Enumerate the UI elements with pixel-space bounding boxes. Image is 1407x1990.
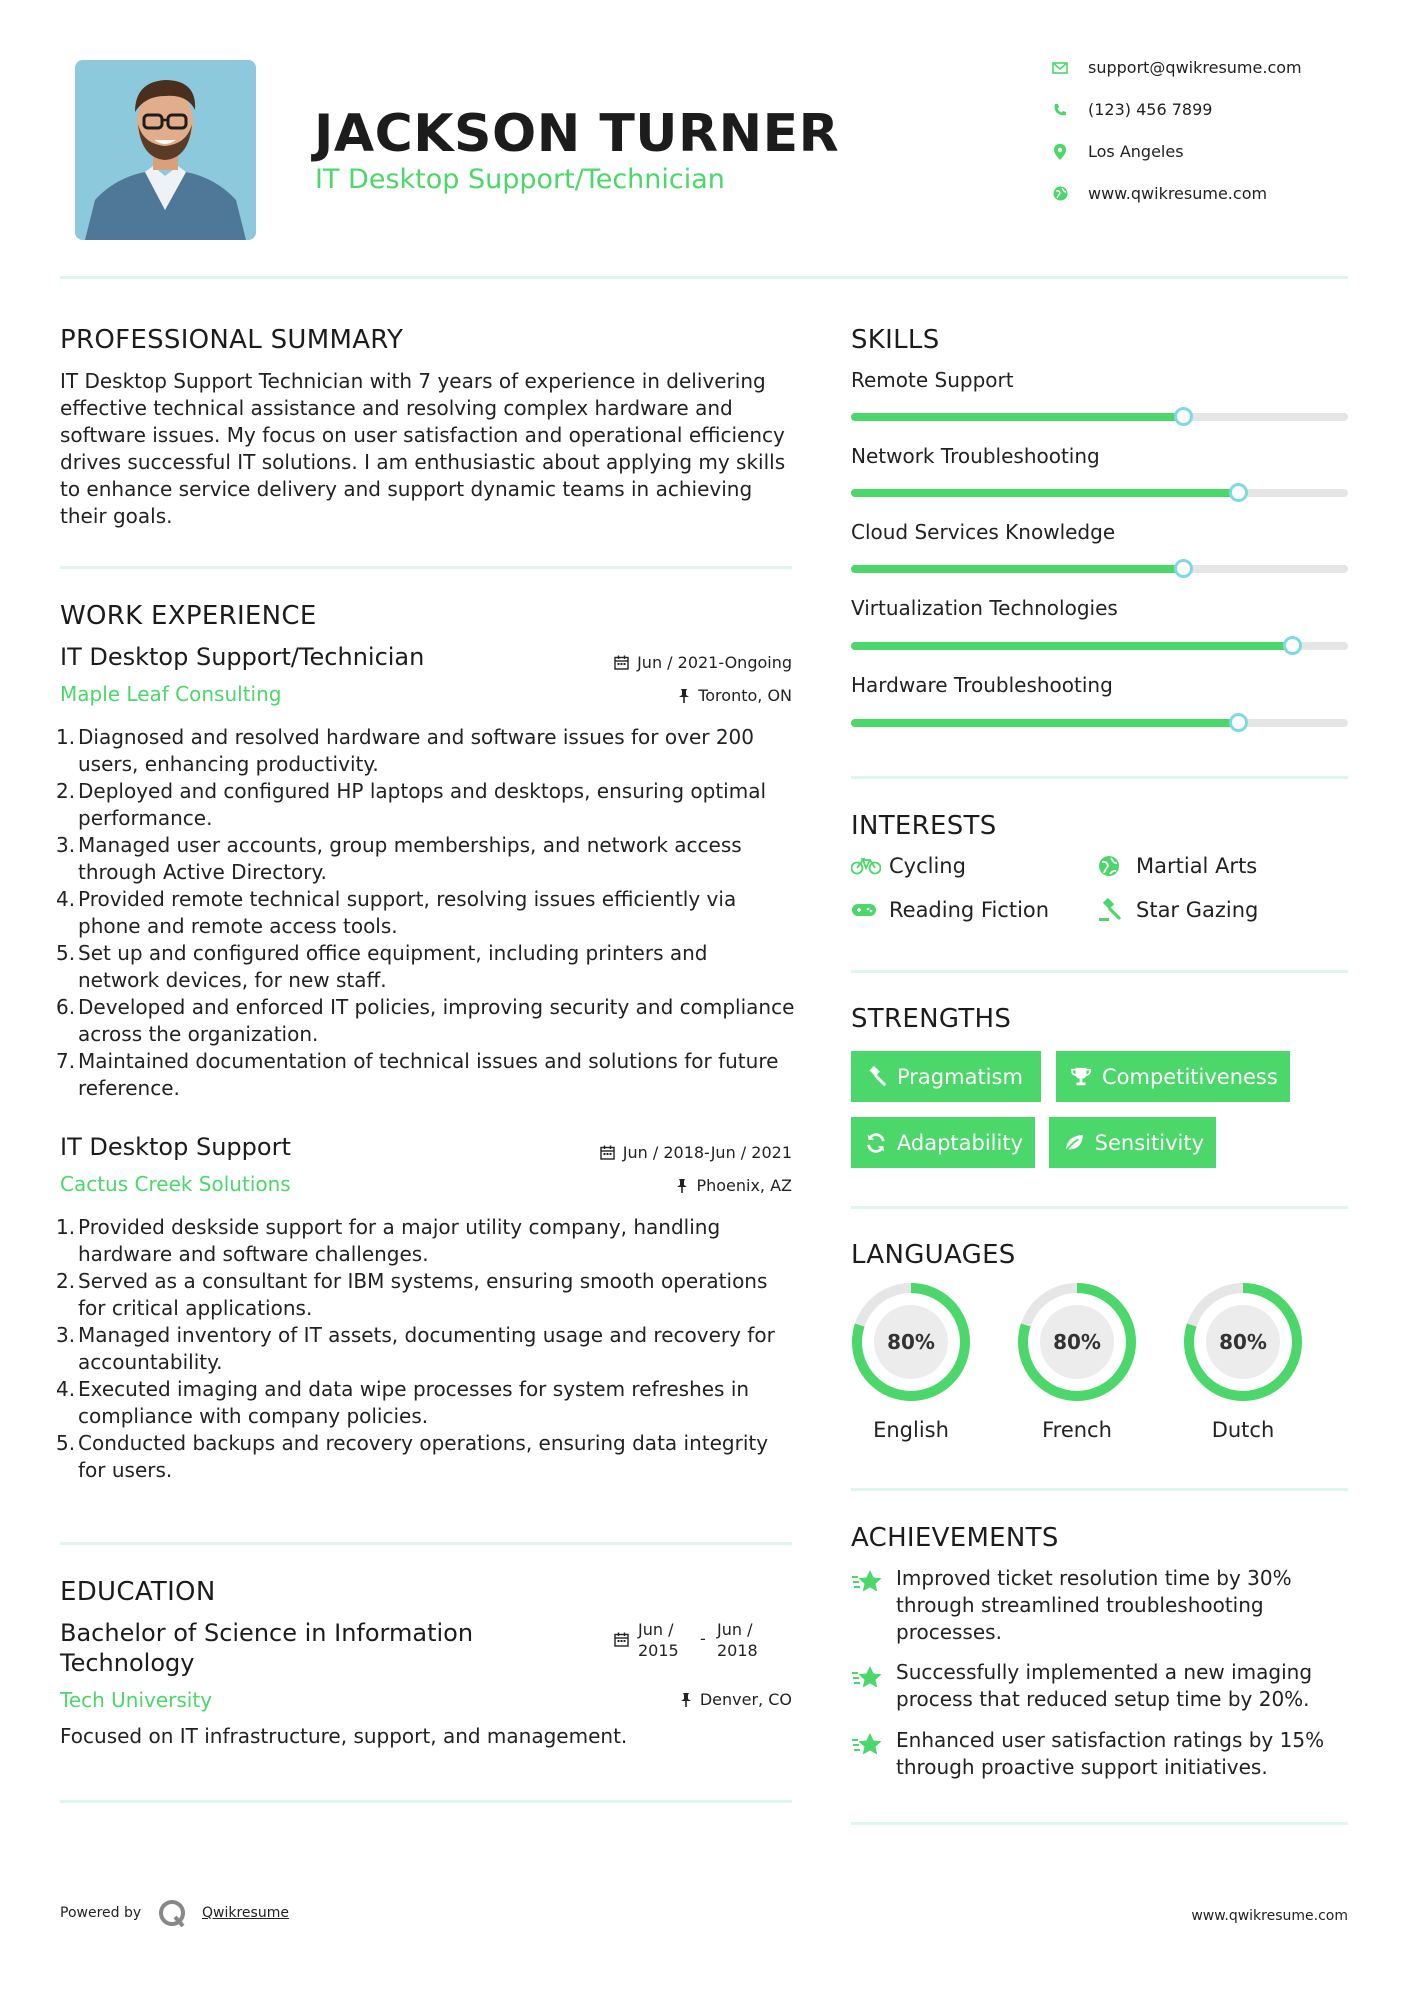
skill-label: Network Troubleshooting <box>851 444 1100 468</box>
profile-photo <box>75 60 256 240</box>
summary-text: IT Desktop Support Technician with 7 years of experience in delivering effective technical assistance and resolving complex hardware and software issues. My focus on user satisfaction and operational efficiency drives successful IT solutions. I am enthusiastic about applying my skills to enhance service delivery and support dynamic teams in achieving their goals. <box>60 369 786 528</box>
skill-bar <box>851 489 1348 497</box>
edu-location <box>592 1690 792 1709</box>
contact-email[interactable] <box>1052 58 1372 77</box>
pushpin-icon <box>678 688 690 703</box>
calendar-icon <box>614 655 629 670</box>
interests-title: INTERESTS <box>851 811 997 841</box>
degree-line-1: Bachelor of Science in Information <box>60 1619 474 1647</box>
job-2-title: IT Desktop Support <box>60 1133 291 1161</box>
edu-end-year: 2018 <box>717 1641 758 1660</box>
achievements-title: ACHIEVEMENTS <box>851 1523 1059 1553</box>
skill-bar <box>851 413 1348 421</box>
achievement-item: Improved ticket resolution time by 30% through streamlined troubleshooting processes. <box>896 1566 1292 1644</box>
education-divider <box>60 1800 792 1803</box>
job-1-title: IT Desktop Support/Technician <box>60 643 425 671</box>
list-item: 4. Executed imaging and data wipe processes for system refreshes in compliance with company policies. <box>56 1377 750 1428</box>
strength-tag <box>851 1117 1035 1168</box>
bicycle-icon <box>851 857 883 875</box>
contact-website-text: www.qwikresume.com <box>1088 184 1268 203</box>
skill-bar-fill <box>851 565 1184 573</box>
edu-start-month: Jun / <box>638 1620 674 1639</box>
list-item: 7. Maintained documentation of technical issues and solutions for future reference. <box>56 1049 779 1100</box>
list-item: 1. Provided deskside support for a major utility company, handling hardware and software challenges. <box>56 1215 721 1266</box>
language-ring <box>1182 1281 1304 1403</box>
header-divider <box>60 276 1348 279</box>
achievement-item: Enhanced user satisfaction ratings by 15% through proactive support initiatives. <box>896 1728 1325 1779</box>
job-2-company: Cactus Creek Solutions <box>60 1172 291 1196</box>
summary-title: PROFESSIONAL SUMMARY <box>60 325 404 355</box>
languages-divider <box>851 1488 1348 1491</box>
job-1-date <box>492 653 792 672</box>
strength-label: Pragmatism <box>897 1064 1023 1089</box>
calendar-icon <box>600 1145 615 1160</box>
contact-phone-text: (123) 456 7899 <box>1088 100 1213 119</box>
skill-bar-fill <box>851 642 1293 650</box>
list-item: 5. Conducted backups and recovery operations, ensuring data integrity for users. <box>56 1431 769 1482</box>
edu-date-dash: - <box>700 1629 706 1648</box>
education-description: Focused on IT infrastructure, support, and management. <box>60 1724 628 1748</box>
language-name: Dutch <box>1211 1418 1275 1442</box>
edu-location-text: Denver, CO <box>699 1690 792 1709</box>
language-percent: 80% <box>1053 1330 1101 1354</box>
contact-website[interactable] <box>1052 184 1372 203</box>
skill-bar-knob <box>1283 636 1302 655</box>
skill-label: Virtualization Technologies <box>851 596 1118 620</box>
job-1-duties <box>56 724 795 1102</box>
list-item: 5. Set up and configured office equipment, including printers and network devices, for new staff. <box>56 941 708 992</box>
language-percent: 80% <box>1219 1330 1267 1354</box>
job-1-date-text: Jun / 2021-Ongoing <box>637 653 792 672</box>
job-2-location-text: Phoenix, AZ <box>696 1176 792 1195</box>
map-pin-icon <box>1052 144 1068 160</box>
language-percent: 80% <box>887 1330 935 1354</box>
strength-tag <box>851 1051 1041 1102</box>
interest-item <box>1098 854 1257 878</box>
pushpin-icon <box>676 1178 688 1193</box>
skill-bar <box>851 565 1348 573</box>
qwikresume-logo-icon <box>158 1899 188 1933</box>
language-name: French <box>1042 1418 1112 1442</box>
star-icon <box>851 1665 883 1695</box>
list-item: 4. Provided remote technical support, resolving issues efficiently via phone and remote access tools. <box>56 887 737 938</box>
star-icon <box>851 1569 883 1599</box>
gavel-icon <box>1098 898 1130 922</box>
brand-link[interactable]: Qwikresume <box>202 1905 289 1921</box>
gamepad-icon <box>851 902 883 918</box>
interest-item <box>1098 898 1258 922</box>
experience-title: WORK EXPERIENCE <box>60 601 317 631</box>
refresh-icon <box>865 1132 887 1154</box>
skill-label: Remote Support <box>851 368 1014 392</box>
avatar-illustration <box>75 60 256 240</box>
strength-label: Adaptability <box>896 1130 1023 1155</box>
skill-bar-knob <box>1229 713 1248 732</box>
skill-label: Hardware Troubleshooting <box>851 673 1113 697</box>
interest-label: Star Gazing <box>1136 898 1259 922</box>
skill-bar-knob <box>1229 483 1248 502</box>
job-2-location <box>492 1176 792 1195</box>
summary-divider <box>60 566 792 569</box>
strength-tag <box>1049 1117 1216 1168</box>
interest-item <box>851 854 966 878</box>
job-1-company: Maple Leaf Consulting <box>60 682 282 706</box>
contact-email-text: support@qwikresume.com <box>1088 58 1302 77</box>
globe-icon <box>1098 855 1130 877</box>
skills-title: SKILLS <box>851 325 940 355</box>
strengths-divider <box>851 1206 1348 1209</box>
edu-start-year: 2015 <box>638 1641 679 1660</box>
interest-item <box>851 898 1049 922</box>
interests-divider <box>851 970 1348 973</box>
leaf-icon <box>1063 1132 1085 1154</box>
strengths-title: STRENGTHS <box>851 1004 1012 1034</box>
school-name: Tech University <box>60 1688 213 1712</box>
language-ring <box>1016 1281 1138 1403</box>
list-item: 2. Deployed and configured HP laptops and desktops, ensuring optimal performance. <box>56 779 767 830</box>
interest-label: Cycling <box>889 854 966 878</box>
achievements-divider <box>851 1822 1348 1825</box>
skill-bar-knob <box>1174 407 1193 426</box>
gavel-icon <box>865 1066 887 1088</box>
job-2-date-text: Jun / 2018-Jun / 2021 <box>622 1143 792 1162</box>
skill-bar-knob <box>1174 559 1193 578</box>
star-icon <box>851 1732 883 1762</box>
candidate-name: JACKSON TURNER <box>314 104 840 164</box>
phone-icon <box>1052 102 1068 118</box>
strength-label: Competitiveness <box>1102 1064 1278 1089</box>
list-item: 3. Managed user accounts, group memberships, and network access through Active Directory. <box>56 833 742 884</box>
trophy-icon <box>1070 1066 1092 1088</box>
strength-tag <box>1056 1051 1290 1102</box>
skill-bar-fill <box>851 413 1184 421</box>
globe-icon <box>1052 186 1068 202</box>
job-2-date <box>492 1143 792 1162</box>
language-ring <box>850 1281 972 1403</box>
list-item: 6. Developed and enforced IT policies, improving security and compliance across the organization. <box>56 995 795 1046</box>
job-1-location-text: Toronto, ON <box>698 686 792 705</box>
contact-phone[interactable] <box>1052 100 1372 119</box>
skill-label: Cloud Services Knowledge <box>851 520 1116 544</box>
interest-label: Reading Fiction <box>889 898 1050 922</box>
list-item: 3. Managed inventory of IT assets, documenting usage and recovery for accountability. <box>56 1323 775 1374</box>
skills-divider <box>851 776 1348 779</box>
education-title: EDUCATION <box>60 1577 216 1607</box>
job-1-location <box>492 686 792 705</box>
powered-by-label: Powered by <box>60 1905 142 1921</box>
candidate-role: IT Desktop Support/Technician <box>315 164 725 195</box>
pushpin-icon <box>680 1692 692 1707</box>
calendar-icon <box>614 1632 629 1651</box>
degree-line-2: Technology <box>60 1649 195 1677</box>
interest-label: Martial Arts <box>1136 854 1258 878</box>
envelope-icon <box>1052 60 1068 76</box>
skill-bar <box>851 719 1348 727</box>
list-item: 1. Diagnosed and resolved hardware and software issues for over 200 users, enhancing productivity. <box>56 725 755 776</box>
achievement-item: Successfully implemented a new imaging process that reduced setup time by 20%. <box>896 1660 1313 1711</box>
footer-url[interactable]: www.qwikresume.com <box>1191 1908 1348 1924</box>
job-2-duties <box>56 1214 795 1484</box>
language-name: English <box>873 1418 949 1442</box>
skill-bar <box>851 642 1348 650</box>
skill-bar-fill <box>851 489 1239 497</box>
skill-bar-fill <box>851 719 1239 727</box>
contact-location-text: Los Angeles <box>1088 142 1184 161</box>
contact-location <box>1052 142 1372 161</box>
edu-end-month: Jun / <box>717 1620 753 1639</box>
languages-title: LANGUAGES <box>851 1240 1016 1270</box>
list-item: 2. Served as a consultant for IBM systems, ensuring smooth operations for critical applications. <box>56 1269 768 1320</box>
experience-divider <box>60 1542 792 1545</box>
strength-label: Sensitivity <box>1094 1130 1204 1155</box>
